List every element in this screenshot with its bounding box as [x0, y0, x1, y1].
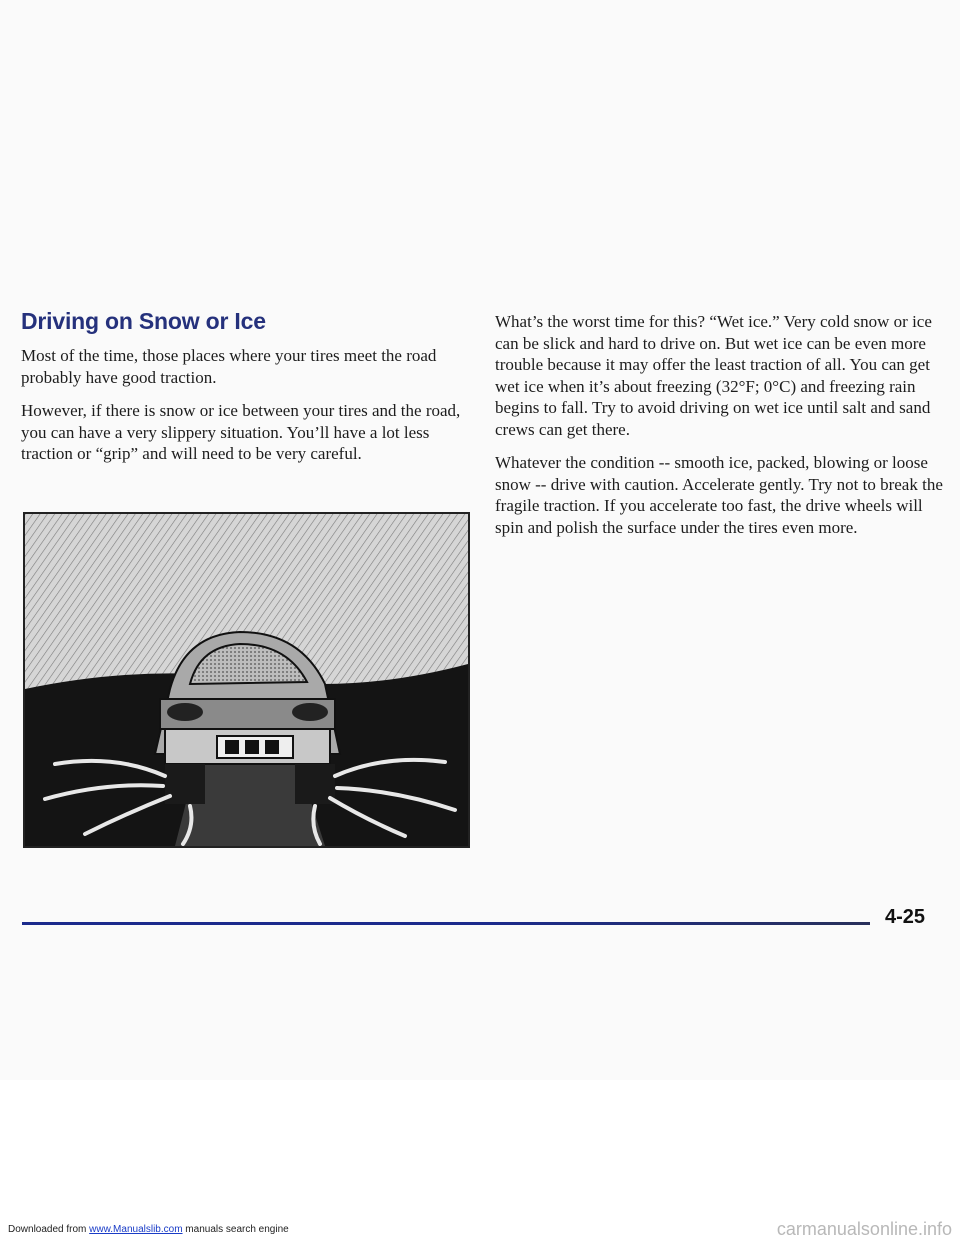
car-on-ice-illustration	[23, 512, 470, 848]
left-column	[21, 308, 471, 477]
right-column	[495, 311, 945, 550]
footer-suffix: manuals search engine	[182, 1224, 289, 1235]
paragraph: However, if there is snow or ice between your tires and the road, you can have a very slippery situation. You’ll have a lot less traction or “grip” and will need to be very careful.	[21, 401, 461, 463]
manualslib-link[interactable]: www.Manualslib.com	[89, 1224, 183, 1235]
section-title: Driving on Snow or Ice	[21, 308, 266, 334]
page-number: 4-25	[885, 906, 926, 928]
paragraph: Whatever the condition -- smooth ice, packed, blowing or loose snow -- drive with caution. Accelerate gently. Try not to break the fragile traction. If you accelerate too fast, the drive wheels will spin and polish the surface under the tires even more.	[495, 453, 943, 537]
watermark: carmanualsonline.info	[776, 1219, 952, 1239]
footer-prefix: Downloaded from	[8, 1224, 90, 1235]
bottom-rule	[22, 922, 870, 925]
paragraph: What’s the worst time for this? “Wet ice.” Very cold snow or ice can be slick and hard to drive on. But wet ice can be even more trouble because it may offer the least traction of all. You can get wet ice when it’s about freezing (32°F; 0°C) and freezing rain begins to fall. Try to avoid driving on wet ice until salt and sand crews can get there.	[495, 312, 932, 439]
paragraph: Most of the time, those places where your tires meet the road probably have good traction.	[21, 346, 437, 387]
download-footer	[8, 1224, 289, 1235]
